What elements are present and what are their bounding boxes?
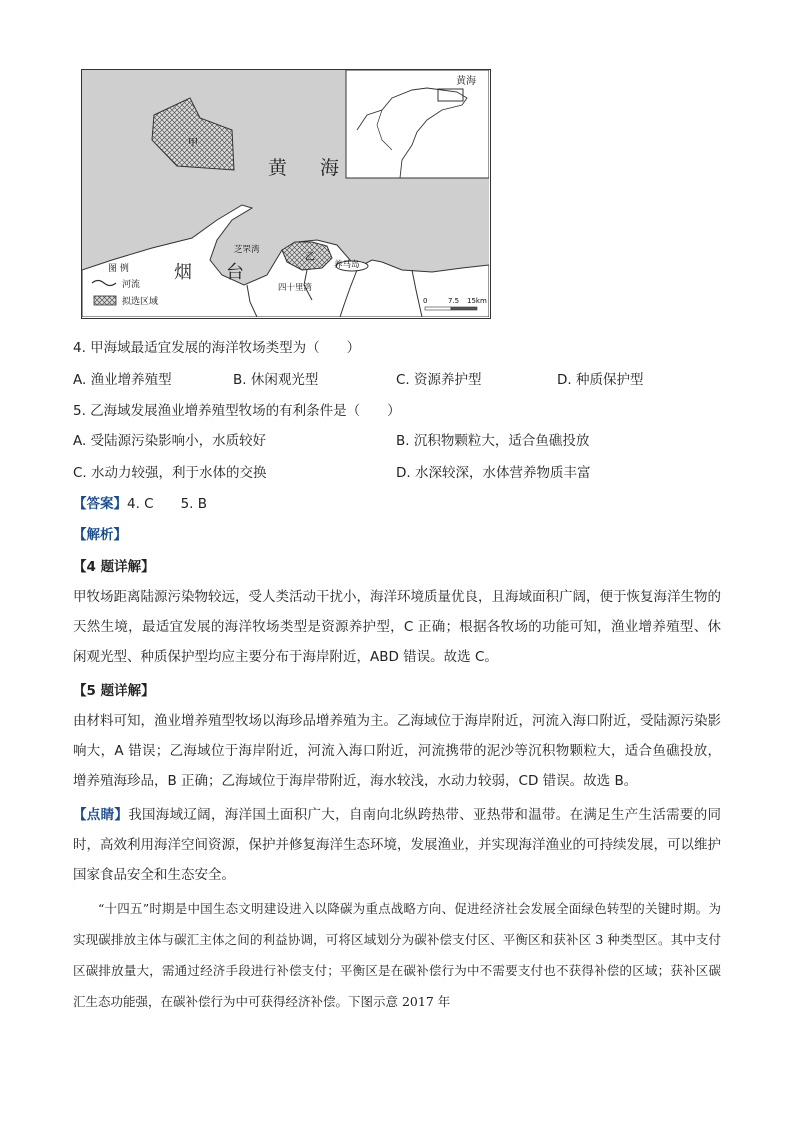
legend-area-icon (94, 296, 116, 305)
q4-option-b: B. 休闲观光型 (233, 372, 319, 388)
answer-label: 【答案】 (73, 496, 127, 512)
area-jia-label: 甲 (188, 138, 198, 149)
detail-4-text: 甲牧场距离陆源污染物较远，受人类活动干扰小，海洋环境质量优良，且海域面积广阔，便于恢复海洋生物的天然生境，最适宜发展的海洋牧场类型是资源养护型，C 正确；根据各牧场的功能可知，渔业增养殖型、休闲观光型、种质保护型均应主要分布于海岸附近，ABD 错误。故选 C。 (73, 589, 721, 665)
city-label-2: 台 (226, 262, 244, 283)
place-zhifu: 芝罘湾 (234, 245, 260, 255)
answer-line (73, 495, 207, 513)
sea-label-1: 黄 (268, 157, 288, 179)
area-yi-label: 乙 (305, 252, 315, 263)
legend-area-label: 拟选区域 (122, 297, 159, 307)
q4-option-d: D. 种质保护型 (557, 372, 644, 388)
analysis-label: 【解析】 (73, 527, 127, 543)
q5-option-b: B. 沉积物颗粒大，适合鱼礁投放 (396, 433, 590, 449)
map-svg (82, 70, 489, 317)
sea-label-2: 海 (320, 157, 340, 179)
map-figure (81, 69, 491, 319)
tip-paragraph (73, 800, 721, 890)
scale-label-1: 7.5 (448, 297, 460, 305)
q4-stem: 4. 甲海域最适宜发展的海洋牧场类型为（ ） (73, 340, 361, 356)
q5-option-c: C. 水动力较强，利于水体的交换 (73, 465, 267, 481)
q4-option-a: A. 渔业增养殖型 (73, 372, 172, 388)
q4-option-c: C. 资源养护型 (396, 372, 482, 388)
q5-option-d: D. 水深较深，水体营养物质丰富 (396, 465, 591, 481)
city-label-1: 烟 (174, 262, 192, 283)
tip-text: 我国海域辽阔，海洋国土面积广大，自南向北纵跨热带、亚热带和温带。在满足生产生活需要的同时，高效利用海洋空间资源，保护并修复海洋生态环境，发展渔业，并实现海洋渔业的可持续发展，可以维护国家食品安全和生态安全。 (73, 807, 722, 883)
place-sishili: 四十里湾 (278, 283, 313, 293)
answer-text: 4. C 5. B (127, 496, 208, 512)
scale-bar-1 (425, 307, 451, 310)
legend-title: 图 例 (108, 264, 129, 274)
inset-sea-label: 黄海 (456, 76, 476, 87)
q5-option-a: A. 受陆源污染影响小，水质较好 (73, 433, 267, 449)
q5-stem: 5. 乙海域发展渔业增养殖型牧场的有利条件是（ ） (73, 403, 401, 419)
detail-4-label: 【4 题详解】 (73, 559, 155, 575)
place-yangma: 养马岛 (334, 260, 360, 270)
legend-river-label: 河流 (122, 280, 141, 290)
detail-5-text: 由材料可知，渔业增养殖型牧场以海珍品增养殖为主。乙海域位于海岸附近，河流入海口附近，受陆源污染影响大，A 错误；乙海域位于海岸附近，河流入海口附近，河流携带的泥沙等沉积物颗粒大，适合鱼礁投放，增养殖海珍品，B 正确；乙海域位于海岸带附近，海水较浅，水动力较弱，CD 错误。故选 B。 (73, 713, 721, 789)
material-paragraph: “十四五”时期是中国生态文明建设进入以降碳为重点战略方向、促进经济社会发展全面绿色转型的关键时期。为实现碳排放主体与碳汇主体之间的利益协调，可将区域划分为碳补偿支付区、平衡区和获补区 3 种类型区。其中支付区碳排放量大，需通过经济手段进行补偿支付；平衡区是在碳补偿行为中不需要支付也不获得补偿的区域；获补区碳汇生态功能强，在碳补偿行为中可获得经济补偿。下图示意 2017 年 (73, 901, 721, 1009)
detail-5-label: 【5 题详解】 (73, 683, 155, 699)
scale-bar-2 (451, 307, 477, 310)
tip-label: 【点睛】 (73, 807, 129, 823)
scale-label-2: 15km (467, 297, 487, 305)
scale-label-0: 0 (423, 297, 428, 305)
